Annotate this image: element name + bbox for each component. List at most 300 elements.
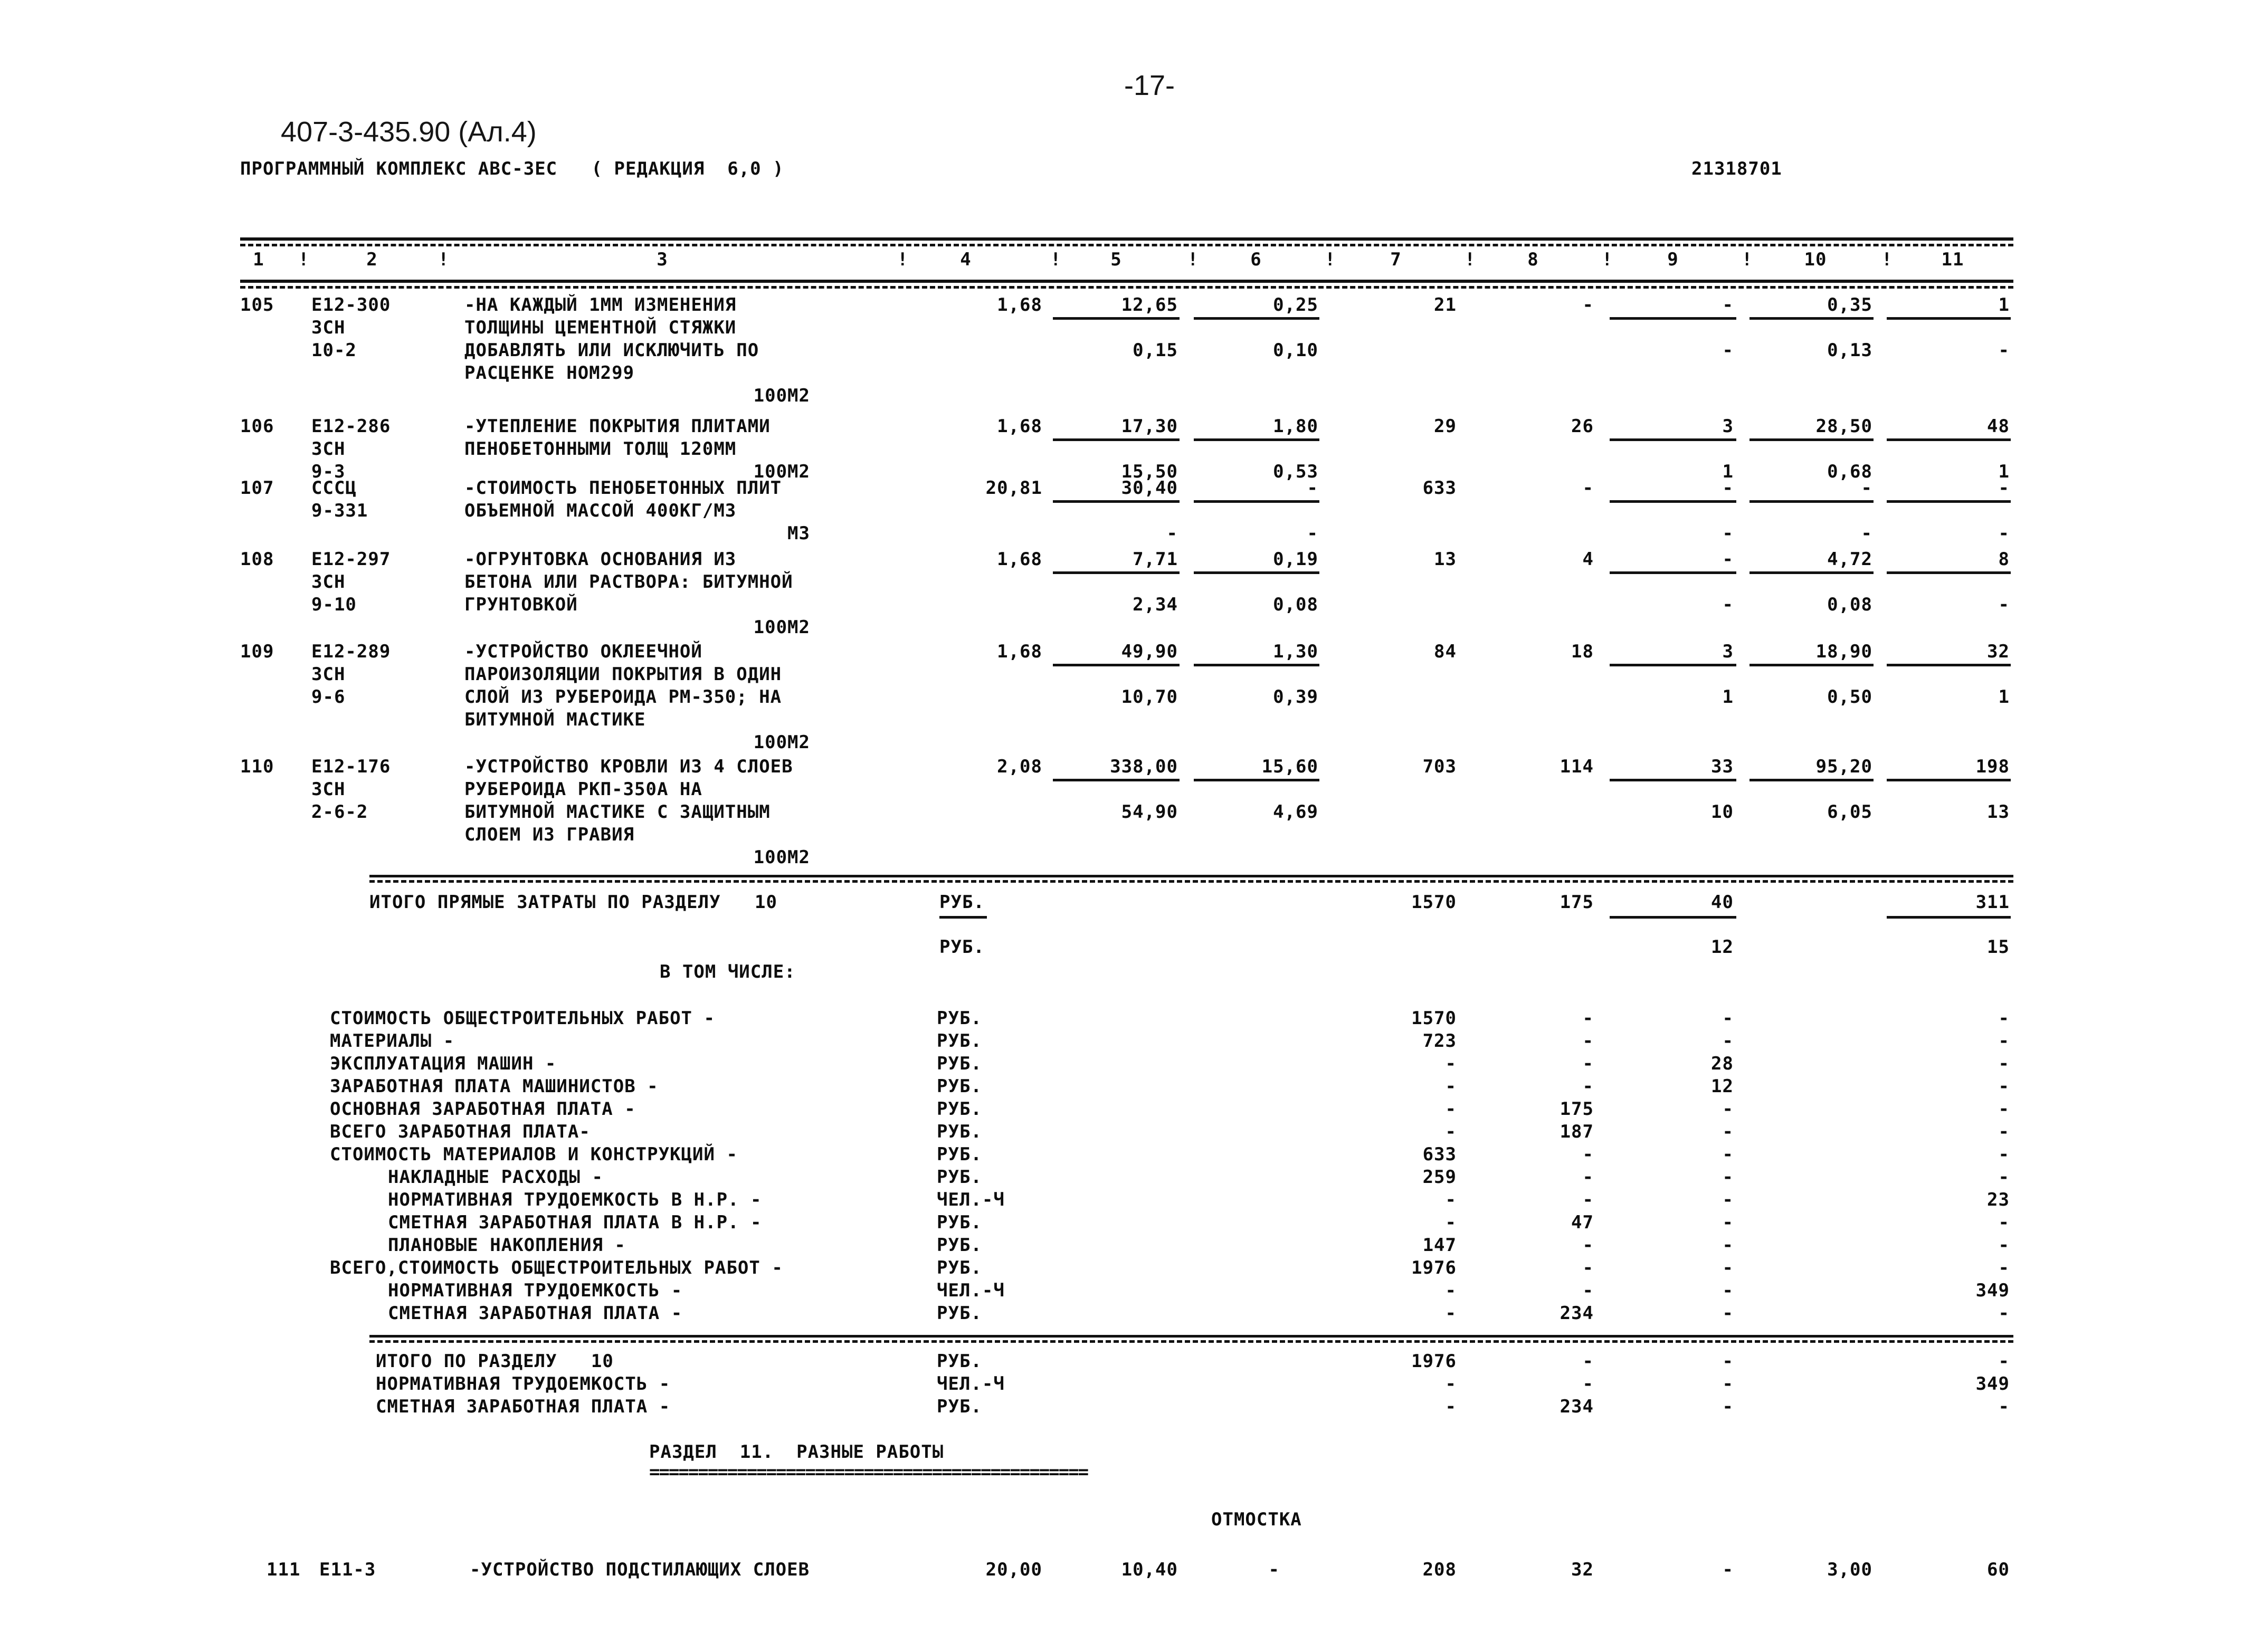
doc-code: 407-3-435.90 (Ал.4)	[281, 116, 537, 148]
row-c9-bottom: 1	[1722, 686, 1734, 708]
breakdown-c7: -	[1445, 1099, 1457, 1120]
header-col-7: 7	[1390, 249, 1402, 270]
row-c9-underline	[1610, 317, 1736, 320]
row-c9-bottom: 1	[1722, 461, 1734, 482]
row-description: -УСТРОЙСТВО ПОДСТИЛАЮЩИХ СЛОЕВ	[470, 1559, 810, 1580]
row-c9-bottom: 10	[1711, 801, 1734, 823]
row-c5-underline	[1053, 438, 1180, 441]
breakdown-unit: РУБ.	[937, 1030, 982, 1052]
header-col-4: 4	[960, 249, 972, 270]
row-c10-top: 18,90	[1815, 641, 1872, 662]
row-c10-bottom: 0,68	[1827, 461, 1872, 482]
breakdown-unit: ЧЕЛ.-Ч	[937, 1189, 1005, 1210]
row-code: 3СН	[311, 779, 346, 800]
breakdown-label: ВСЕГО ЗАРАБОТНАЯ ПЛАТА-	[330, 1121, 591, 1142]
header-col-11: 11	[1941, 249, 1964, 270]
breakdown-label: ВСЕГО,СТОИМОСТЬ ОБЩЕСТРОИТЕЛЬНЫХ РАБОТ -	[330, 1257, 783, 1278]
header-separator: !	[1187, 249, 1199, 270]
row-c6-bottom: 0,53	[1273, 461, 1318, 482]
breakdown-unit: РУБ.	[937, 1144, 982, 1165]
header-separator: !	[1881, 249, 1893, 270]
row-c10-underline	[1749, 438, 1874, 441]
breakdown-c8: 187	[1560, 1121, 1594, 1142]
breakdown-label: НОРМАТИВНАЯ ТРУДОЕМКОСТЬ -	[388, 1280, 683, 1301]
breakdown-c11: -	[1998, 1076, 2010, 1097]
breakdown-label: НОРМАТИВНАЯ ТРУДОЕМКОСТЬ В Н.Р. -	[388, 1189, 762, 1210]
subsection-title: ОТМОСТКА	[1211, 1509, 1302, 1530]
row-number: 108	[240, 549, 274, 570]
row-quantity: 1,68	[997, 416, 1042, 437]
row-number: 110	[240, 756, 274, 777]
row-c5-top: 338,00	[1110, 756, 1178, 777]
breakdown-c7: 259	[1422, 1167, 1457, 1188]
breakdown-c8: -	[1582, 1053, 1594, 1074]
total-direct-c11: 311	[1975, 892, 2010, 913]
breakdown-c7: -	[1445, 1212, 1457, 1233]
row-c6-underline	[1194, 317, 1319, 320]
header-separator: !	[1602, 249, 1613, 270]
row-c5-top: 30,40	[1121, 478, 1178, 499]
breakdown-c7: -	[1445, 1280, 1457, 1301]
row-c10-bottom: 0,13	[1827, 340, 1872, 361]
breakdown-c11: -	[1998, 1030, 2010, 1052]
row-c10-underline	[1749, 500, 1874, 503]
row-c6: -	[1268, 1559, 1280, 1580]
row-c11-bottom: -	[1998, 523, 2010, 544]
row-c11-bottom: -	[1998, 340, 2010, 361]
breakdown-c8: -	[1582, 1257, 1594, 1278]
breakdown-c8: 175	[1560, 1099, 1594, 1120]
row-unit: 100М2	[753, 847, 810, 868]
row-c10-top: 28,50	[1815, 416, 1872, 437]
row-code: 9-3	[311, 461, 346, 482]
row-c5-underline	[1053, 664, 1180, 666]
section-total-c11: -	[1998, 1351, 2010, 1372]
total-direct-unit: РУБ.	[939, 892, 985, 913]
row-quantity: 1,68	[997, 294, 1042, 316]
breakdown-c8: -	[1582, 1189, 1594, 1210]
row-c9-top: -	[1722, 478, 1734, 499]
row-c11-underline	[1887, 779, 2011, 781]
section-total-c7: -	[1445, 1396, 1457, 1417]
row-c11-bottom: 1	[1998, 461, 2010, 482]
row-c6-underline	[1194, 438, 1319, 441]
row-quantity: 20,00	[985, 1559, 1042, 1580]
section-total-unit: ЧЕЛ.-Ч	[937, 1373, 1005, 1395]
breakdown-label: ЭКСПЛУАТАЦИЯ МАШИН -	[330, 1053, 557, 1074]
breakdown-c11: -	[1998, 1144, 2010, 1165]
breakdown-c11: -	[1998, 1099, 2010, 1120]
row-c6-underline	[1194, 571, 1319, 574]
row-number: 106	[240, 416, 274, 437]
row-c11-bottom: 13	[1987, 801, 2010, 823]
row-c5-underline	[1053, 500, 1180, 503]
row-code: 3СН	[311, 571, 346, 593]
section-total-label: НОРМАТИВНАЯ ТРУДОЕМКОСТЬ -	[376, 1373, 671, 1395]
row-c9-underline	[1610, 438, 1736, 441]
row-c11-top: -	[1998, 478, 2010, 499]
row-c11-underline	[1887, 500, 2011, 503]
breakdown-c11: -	[1998, 1053, 2010, 1074]
breakdown-c8: -	[1582, 1280, 1594, 1301]
header-separator: !	[438, 249, 450, 270]
row-c6-bottom: -	[1307, 523, 1318, 544]
breakdown-unit: РУБ.	[937, 1167, 982, 1188]
row-c6-top: 15,60	[1261, 756, 1318, 777]
row-description: ДОБАВЛЯТЬ ИЛИ ИСКЛЮЧИТЬ ПО	[464, 340, 759, 361]
row-c9-bottom: -	[1722, 340, 1734, 361]
doc-number: 21318701	[1691, 158, 1782, 179]
row-code: Е12-289	[311, 641, 391, 662]
row-c11-top: 48	[1987, 416, 2010, 437]
row-code: 9-331	[311, 500, 368, 521]
row-c5-bottom: 10,70	[1121, 686, 1178, 708]
row-c6-bottom: 4,69	[1273, 801, 1318, 823]
breakdown-c11: 23	[1987, 1189, 2010, 1210]
row-c10: 3,00	[1827, 1559, 1872, 1580]
row-c9-underline	[1610, 500, 1736, 503]
breakdown-unit: РУБ.	[937, 1076, 982, 1097]
breakdown-c9: -	[1722, 1235, 1734, 1256]
row-c10-underline	[1749, 571, 1874, 574]
total-direct-c9b: 12	[1711, 937, 1734, 958]
row-c5-top: 12,65	[1121, 294, 1178, 316]
row-c8: 4	[1582, 549, 1594, 570]
breakdown-c8: -	[1582, 1235, 1594, 1256]
row-c10-bottom: 6,05	[1827, 801, 1872, 823]
row-c10-top: 0,35	[1827, 294, 1872, 316]
breakdown-c7: 1976	[1411, 1257, 1457, 1278]
row-c11-top: 1	[1998, 294, 2010, 316]
row-code: Е12-286	[311, 416, 391, 437]
section-total-c8: -	[1582, 1373, 1594, 1395]
row-c6-top: 1,30	[1273, 641, 1318, 662]
row-code: 9-10	[311, 594, 357, 615]
row-c5-top: 17,30	[1121, 416, 1178, 437]
row-c9: -	[1722, 1559, 1734, 1580]
row-c11-bottom: -	[1998, 594, 2010, 615]
row-description: СЛОЙ ИЗ РУБЕРОИДА РМ-350; НА	[464, 686, 782, 708]
breakdown-c7: 1570	[1411, 1008, 1457, 1029]
section11-rule: =============================================	[649, 1462, 1088, 1483]
row-description: ПЕНОБЕТОННЫМИ ТОЛЩ 120ММ	[464, 438, 737, 460]
row-description: СЛОЕМ ИЗ ГРАВИЯ	[464, 824, 635, 845]
section-total-c7: 1976	[1411, 1351, 1457, 1372]
header-rule-top2	[240, 244, 2013, 246]
header-separator: !	[1742, 249, 1753, 270]
row-description: ТОЛЩИНЫ ЦЕМЕНТНОЙ СТЯЖКИ	[464, 317, 737, 338]
row-c5-underline	[1053, 317, 1180, 320]
row-c10-bottom: 0,50	[1827, 686, 1872, 708]
breakdown-unit: РУБ.	[937, 1121, 982, 1142]
row-c9-bottom: -	[1722, 594, 1734, 615]
total-direct-c8: 175	[1560, 892, 1594, 913]
row-description: -УСТРОЙСТВО ОКЛЕЕЧНОЙ	[464, 641, 702, 662]
row-c11-underline	[1887, 664, 2011, 666]
row-code: 3СН	[311, 317, 346, 338]
row-unit: 100М2	[753, 461, 810, 482]
row-c7: 208	[1422, 1559, 1457, 1580]
section-total-rule	[369, 1335, 2013, 1338]
row-c5-top: 7,71	[1133, 549, 1178, 570]
breakdown-label: СМЕТНАЯ ЗАРАБОТНАЯ ПЛАТА -	[388, 1303, 683, 1324]
breakdown-unit: РУБ.	[937, 1235, 982, 1256]
breakdown-unit: РУБ.	[937, 1303, 982, 1324]
row-description: БЕТОНА ИЛИ РАСТВОРА: БИТУМНОЙ	[464, 571, 793, 593]
total-direct-c9: 40	[1711, 892, 1734, 913]
header-col-1: 1	[253, 249, 264, 270]
row-c6-top: 0,25	[1273, 294, 1318, 316]
section-total-unit: РУБ.	[937, 1396, 982, 1417]
row-c9-underline	[1610, 664, 1736, 666]
section-total-unit: РУБ.	[937, 1351, 982, 1372]
row-c9-underline	[1610, 571, 1736, 574]
breakdown-label: СМЕТНАЯ ЗАРАБОТНАЯ ПЛАТА В Н.Р. -	[388, 1212, 762, 1233]
header-col-10: 10	[1804, 249, 1827, 270]
totals-rule	[369, 875, 2013, 877]
header-separator: !	[1465, 249, 1476, 270]
row-code: 3СН	[311, 664, 346, 685]
row-c10-top: 95,20	[1815, 756, 1872, 777]
row-c6-bottom: 0,08	[1273, 594, 1318, 615]
breakdown-c11: -	[1998, 1212, 2010, 1233]
row-number: 107	[240, 478, 274, 499]
breakdown-c8: 234	[1560, 1303, 1594, 1324]
breakdown-c7: 633	[1422, 1144, 1457, 1165]
total-direct-label: ИТОГО ПРЯМЫЕ ЗАТРАТЫ ПО РАЗДЕЛУ 10	[369, 892, 777, 913]
breakdown-unit: ЧЕЛ.-Ч	[937, 1280, 1005, 1301]
breakdown-unit: РУБ.	[937, 1212, 982, 1233]
row-c5-bottom: 2,34	[1133, 594, 1178, 615]
section-total-c8: 234	[1560, 1396, 1594, 1417]
row-c5-bottom: -	[1166, 523, 1178, 544]
total-c9-underline	[1610, 916, 1736, 919]
breakdown-c7: -	[1445, 1121, 1457, 1142]
header-separator: !	[1325, 249, 1336, 270]
row-c10-underline	[1749, 779, 1874, 781]
header-col-6: 6	[1250, 249, 1262, 270]
row-code: 2-6-2	[311, 801, 368, 823]
row-description: РАСЦЕНКЕ НОМ299	[464, 362, 635, 384]
row-c5: 10,40	[1121, 1559, 1178, 1580]
row-c11-top: 32	[1987, 641, 2010, 662]
breakdown-c8: -	[1582, 1030, 1594, 1052]
breakdown-c9: -	[1722, 1121, 1734, 1142]
row-c9-top: 3	[1722, 641, 1734, 662]
row-c8: 114	[1560, 756, 1594, 777]
row-c10-underline	[1749, 317, 1874, 320]
row-quantity: 1,68	[997, 641, 1042, 662]
row-c8: 32	[1571, 1559, 1594, 1580]
row-number: 105	[240, 294, 274, 316]
row-unit: 100М2	[753, 385, 810, 406]
row-c5-underline	[1053, 779, 1180, 781]
section11-title: РАЗДЕЛ 11. РАЗНЫЕ РАБОТЫ	[649, 1441, 944, 1463]
row-c5-bottom: 15,50	[1121, 461, 1178, 482]
total-c11-underline	[1887, 916, 2011, 919]
breakdown-label: СТОИМОСТЬ ОБЩЕСТРОИТЕЛЬНЫХ РАБОТ -	[330, 1008, 715, 1029]
row-c8: 26	[1571, 416, 1594, 437]
row-description: -СТОИМОСТЬ ПЕНОБЕТОННЫХ ПЛИТ	[464, 478, 782, 499]
breakdown-label: ОСНОВНАЯ ЗАРАБОТНАЯ ПЛАТА -	[330, 1099, 636, 1120]
breakdown-c8: -	[1582, 1144, 1594, 1165]
header-col-2: 2	[366, 249, 378, 270]
row-description: БИТУМНОЙ МАСТИКЕ С ЗАЩИТНЫМ	[464, 801, 771, 823]
row-c11-top: 8	[1998, 549, 2010, 570]
breakdown-c11: -	[1998, 1235, 2010, 1256]
breakdown-c7: -	[1445, 1076, 1457, 1097]
header-col-8: 8	[1527, 249, 1539, 270]
row-c6-top: -	[1307, 478, 1318, 499]
program-line: ПРОГРАММНЫЙ КОМПЛЕКС АВС-3ЕС ( РЕДАКЦИЯ 6,0 )	[240, 158, 784, 179]
row-c11-top: 198	[1975, 756, 2010, 777]
breakdown-c9: -	[1722, 1280, 1734, 1301]
row-c10-top: -	[1861, 478, 1872, 499]
row-description: ГРУНТОВКОЙ	[464, 594, 578, 615]
breakdown-c9: -	[1722, 1008, 1734, 1029]
breakdown-unit: РУБ.	[937, 1257, 982, 1278]
row-c11: 60	[1987, 1559, 2010, 1580]
row-quantity: 1,68	[997, 549, 1042, 570]
row-c11-underline	[1887, 438, 2011, 441]
section-total-c8: -	[1582, 1351, 1594, 1372]
row-description: ОБЪЕМНОЙ МАССОЙ 400КГ/М3	[464, 500, 737, 521]
header-separator: !	[298, 249, 310, 270]
total-direct-unit2: РУБ.	[939, 937, 985, 958]
row-c9-top: 33	[1711, 756, 1734, 777]
section-total-label: СМЕТНАЯ ЗАРАБОТНАЯ ПЛАТА -	[376, 1396, 671, 1417]
row-c5-underline	[1053, 571, 1180, 574]
breakdown-label: МАТЕРИАЛЫ -	[330, 1030, 455, 1052]
row-c6-top: 1,80	[1273, 416, 1318, 437]
row-c5-bottom: 54,90	[1121, 801, 1178, 823]
row-c7: 84	[1434, 641, 1457, 662]
row-c6-top: 0,19	[1273, 549, 1318, 570]
breakdown-unit: РУБ.	[937, 1008, 982, 1029]
header-col-5: 5	[1110, 249, 1122, 270]
row-quantity: 2,08	[997, 756, 1042, 777]
row-c9-top: -	[1722, 549, 1734, 570]
breakdown-c9: -	[1722, 1257, 1734, 1278]
row-code: СССЦ	[311, 478, 357, 499]
row-description: -УСТРОЙСТВО КРОВЛИ ИЗ 4 СЛОЕВ	[464, 756, 793, 777]
row-c9-top: 3	[1722, 416, 1734, 437]
row-unit: 100М2	[753, 732, 810, 753]
row-c10-underline	[1749, 664, 1874, 666]
row-c6-bottom: 0,10	[1273, 340, 1318, 361]
breakdown-unit: РУБ.	[937, 1053, 982, 1074]
header-col-9: 9	[1667, 249, 1679, 270]
row-c7: 703	[1422, 756, 1457, 777]
header-rule-top	[240, 237, 2013, 241]
row-c11-bottom: 1	[1998, 686, 2010, 708]
section-total-label: ИТОГО ПО РАЗДЕЛУ 10	[376, 1351, 614, 1372]
breakdown-c9: 12	[1711, 1076, 1734, 1097]
row-c11-underline	[1887, 317, 2011, 320]
breakdown-c11: -	[1998, 1008, 2010, 1029]
section-total-rule-dash	[369, 1340, 2013, 1343]
row-description: БИТУМНОЙ МАСТИКЕ	[464, 709, 646, 730]
breakdown-unit: РУБ.	[937, 1099, 982, 1120]
row-code: 3СН	[311, 438, 346, 460]
breakdown-c11: -	[1998, 1121, 2010, 1142]
row-unit: М3	[787, 523, 810, 544]
row-c7: 633	[1422, 478, 1457, 499]
section-total-c11: 349	[1975, 1373, 2010, 1395]
breakdown-c9: -	[1722, 1303, 1734, 1324]
breakdown-c11: -	[1998, 1303, 2010, 1324]
page-number: -17-	[1124, 70, 1175, 101]
header-separator: !	[897, 249, 909, 270]
breakdown-c7: -	[1445, 1189, 1457, 1210]
breakdown-label: ЗАРАБОТНАЯ ПЛАТА МАШИНИСТОВ -	[330, 1076, 659, 1097]
breakdown-label: НАКЛАДНЫЕ РАСХОДЫ -	[388, 1167, 603, 1188]
breakdown-label: СТОИМОСТЬ МАТЕРИАЛОВ И КОНСТРУКЦИЙ -	[330, 1144, 738, 1165]
breakdown-c8: -	[1582, 1008, 1594, 1029]
row-description: -НА КАЖДЫЙ 1ММ ИЗМЕНЕНИЯ	[464, 294, 737, 316]
breakdown-c9: -	[1722, 1030, 1734, 1052]
row-code: 9-6	[311, 686, 346, 708]
row-c7: 13	[1434, 549, 1457, 570]
row-quantity: 20,81	[985, 478, 1042, 499]
row-c7: 21	[1434, 294, 1457, 316]
breakdown-label: ПЛАНОВЫЕ НАКОПЛЕНИЯ -	[388, 1235, 626, 1256]
breakdown-c11: 349	[1975, 1280, 2010, 1301]
row-c5-bottom: 0,15	[1133, 340, 1178, 361]
row-description: -ОГРУНТОВКА ОСНОВАНИЯ ИЗ	[464, 549, 737, 570]
row-c6-underline	[1194, 664, 1319, 666]
row-unit: 100М2	[753, 617, 810, 638]
row-c10-bottom: 0,08	[1827, 594, 1872, 615]
section-total-c9: -	[1722, 1396, 1734, 1417]
breakdown-c7: 147	[1422, 1235, 1457, 1256]
row-code: Е12-297	[311, 549, 391, 570]
total-direct-c11b: 15	[1987, 937, 2010, 958]
breakdown-c9: -	[1722, 1144, 1734, 1165]
row-c6-underline	[1194, 779, 1319, 781]
row-c6-bottom: 0,39	[1273, 686, 1318, 708]
header-col-3: 3	[657, 249, 668, 270]
row-code: Е12-176	[311, 756, 391, 777]
row-code: Е11-3	[319, 1559, 376, 1580]
row-c8: -	[1582, 478, 1594, 499]
section-total-c9: -	[1722, 1351, 1734, 1372]
breakdown-c9: -	[1722, 1167, 1734, 1188]
breakdown-c11: -	[1998, 1257, 2010, 1278]
row-description: ПАРОИЗОЛЯЦИИ ПОКРЫТИЯ В ОДИН	[464, 664, 782, 685]
totals-rule-dash	[369, 880, 2013, 883]
breakdown-c11: -	[1998, 1167, 2010, 1188]
row-number: 111	[267, 1559, 301, 1580]
row-c11-underline	[1887, 571, 2011, 574]
row-code: Е12-300	[311, 294, 391, 316]
header-separator: !	[1050, 249, 1062, 270]
total-direct-unit-underline	[939, 916, 987, 919]
breakdown-c9: -	[1722, 1212, 1734, 1233]
section-total-c11: -	[1998, 1396, 2010, 1417]
breakdown-c7: -	[1445, 1303, 1457, 1324]
row-c5-top: 49,90	[1121, 641, 1178, 662]
breakdown-c8: -	[1582, 1167, 1594, 1188]
header-rule-bottom2	[240, 286, 2013, 289]
row-description: -УТЕПЛЕНИЕ ПОКРЫТИЯ ПЛИТАМИ	[464, 416, 771, 437]
row-c10-top: 4,72	[1827, 549, 1872, 570]
row-c8: 18	[1571, 641, 1594, 662]
breakdown-c7: -	[1445, 1053, 1457, 1074]
breakdown-c8: 47	[1571, 1212, 1594, 1233]
breakdown-c8: -	[1582, 1076, 1594, 1097]
breakdown-c9: -	[1722, 1099, 1734, 1120]
